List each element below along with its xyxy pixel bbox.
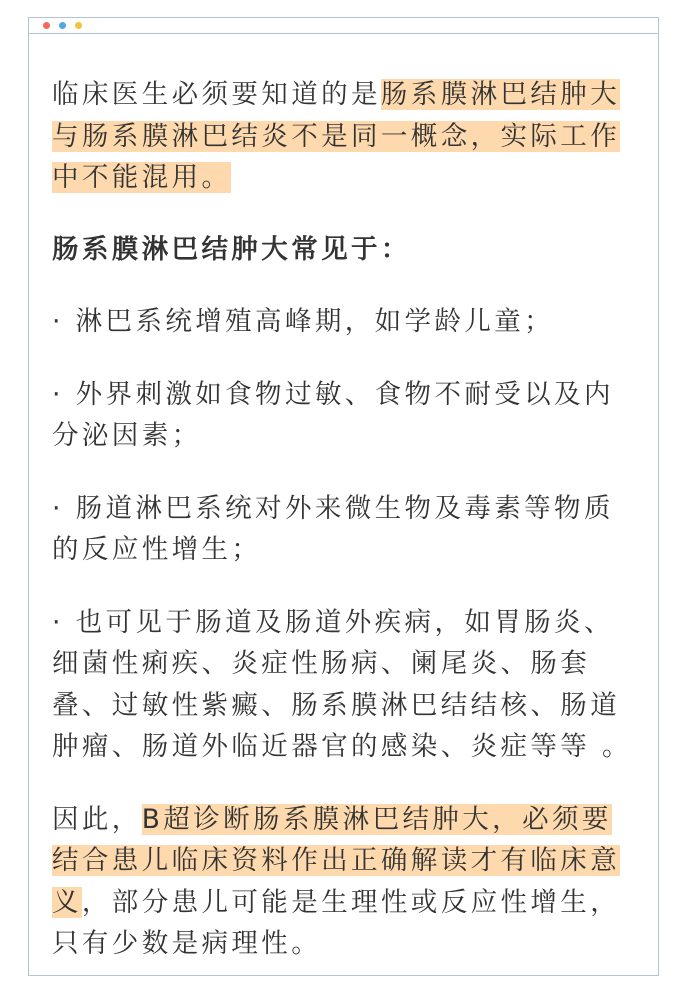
yellow-dot-icon [75, 22, 82, 29]
bullet-item-4: · 也可见于肠道及肠道外疾病，如胃肠炎、细菌性痢疾、炎症性肠病、阑尾炎、肠套叠、过敏性紫癜、肠系膜淋巴结结核、肠道肿瘤、肠道外临近器官的感染、炎症等等 。 [52, 606, 632, 762]
intro-paragraph [52, 74, 638, 199]
conclusion-highlight: B超诊断肠系膜淋巴结肿大，必须要结合患儿临床资料作出正确解读才有临床意义 [52, 803, 621, 918]
blue-dot-icon [59, 22, 66, 29]
conclusion-text-after: ，部分患儿可能是生理性或反应性增生，只有少数是病理性。 [52, 886, 621, 959]
article-card [28, 17, 659, 976]
conclusion-paragraph [52, 799, 638, 965]
bullet-item-3: · 肠道淋巴系统对外来微生物及毒素等物质的反应性增生； [52, 492, 614, 565]
intro-highlight: 肠系膜淋巴结肿大与肠系膜淋巴结炎不是同一概念，实际工作中不能混用。 [52, 79, 621, 193]
window-titlebar [29, 18, 658, 34]
article-body [52, 74, 638, 965]
section-heading: 肠系膜淋巴结肿大常见于： [52, 233, 411, 265]
red-dot-icon [43, 22, 50, 29]
intro-text: 临床医生必须要知道的是 [52, 79, 381, 110]
bullet-item-1: · 淋巴系统增殖高峰期，如学龄儿童； [52, 306, 555, 337]
bullet-item-2: · 外界刺激如食物过敏、食物不耐受以及内分泌因素； [52, 378, 614, 451]
conclusion-text-before: 因此， [52, 803, 142, 835]
